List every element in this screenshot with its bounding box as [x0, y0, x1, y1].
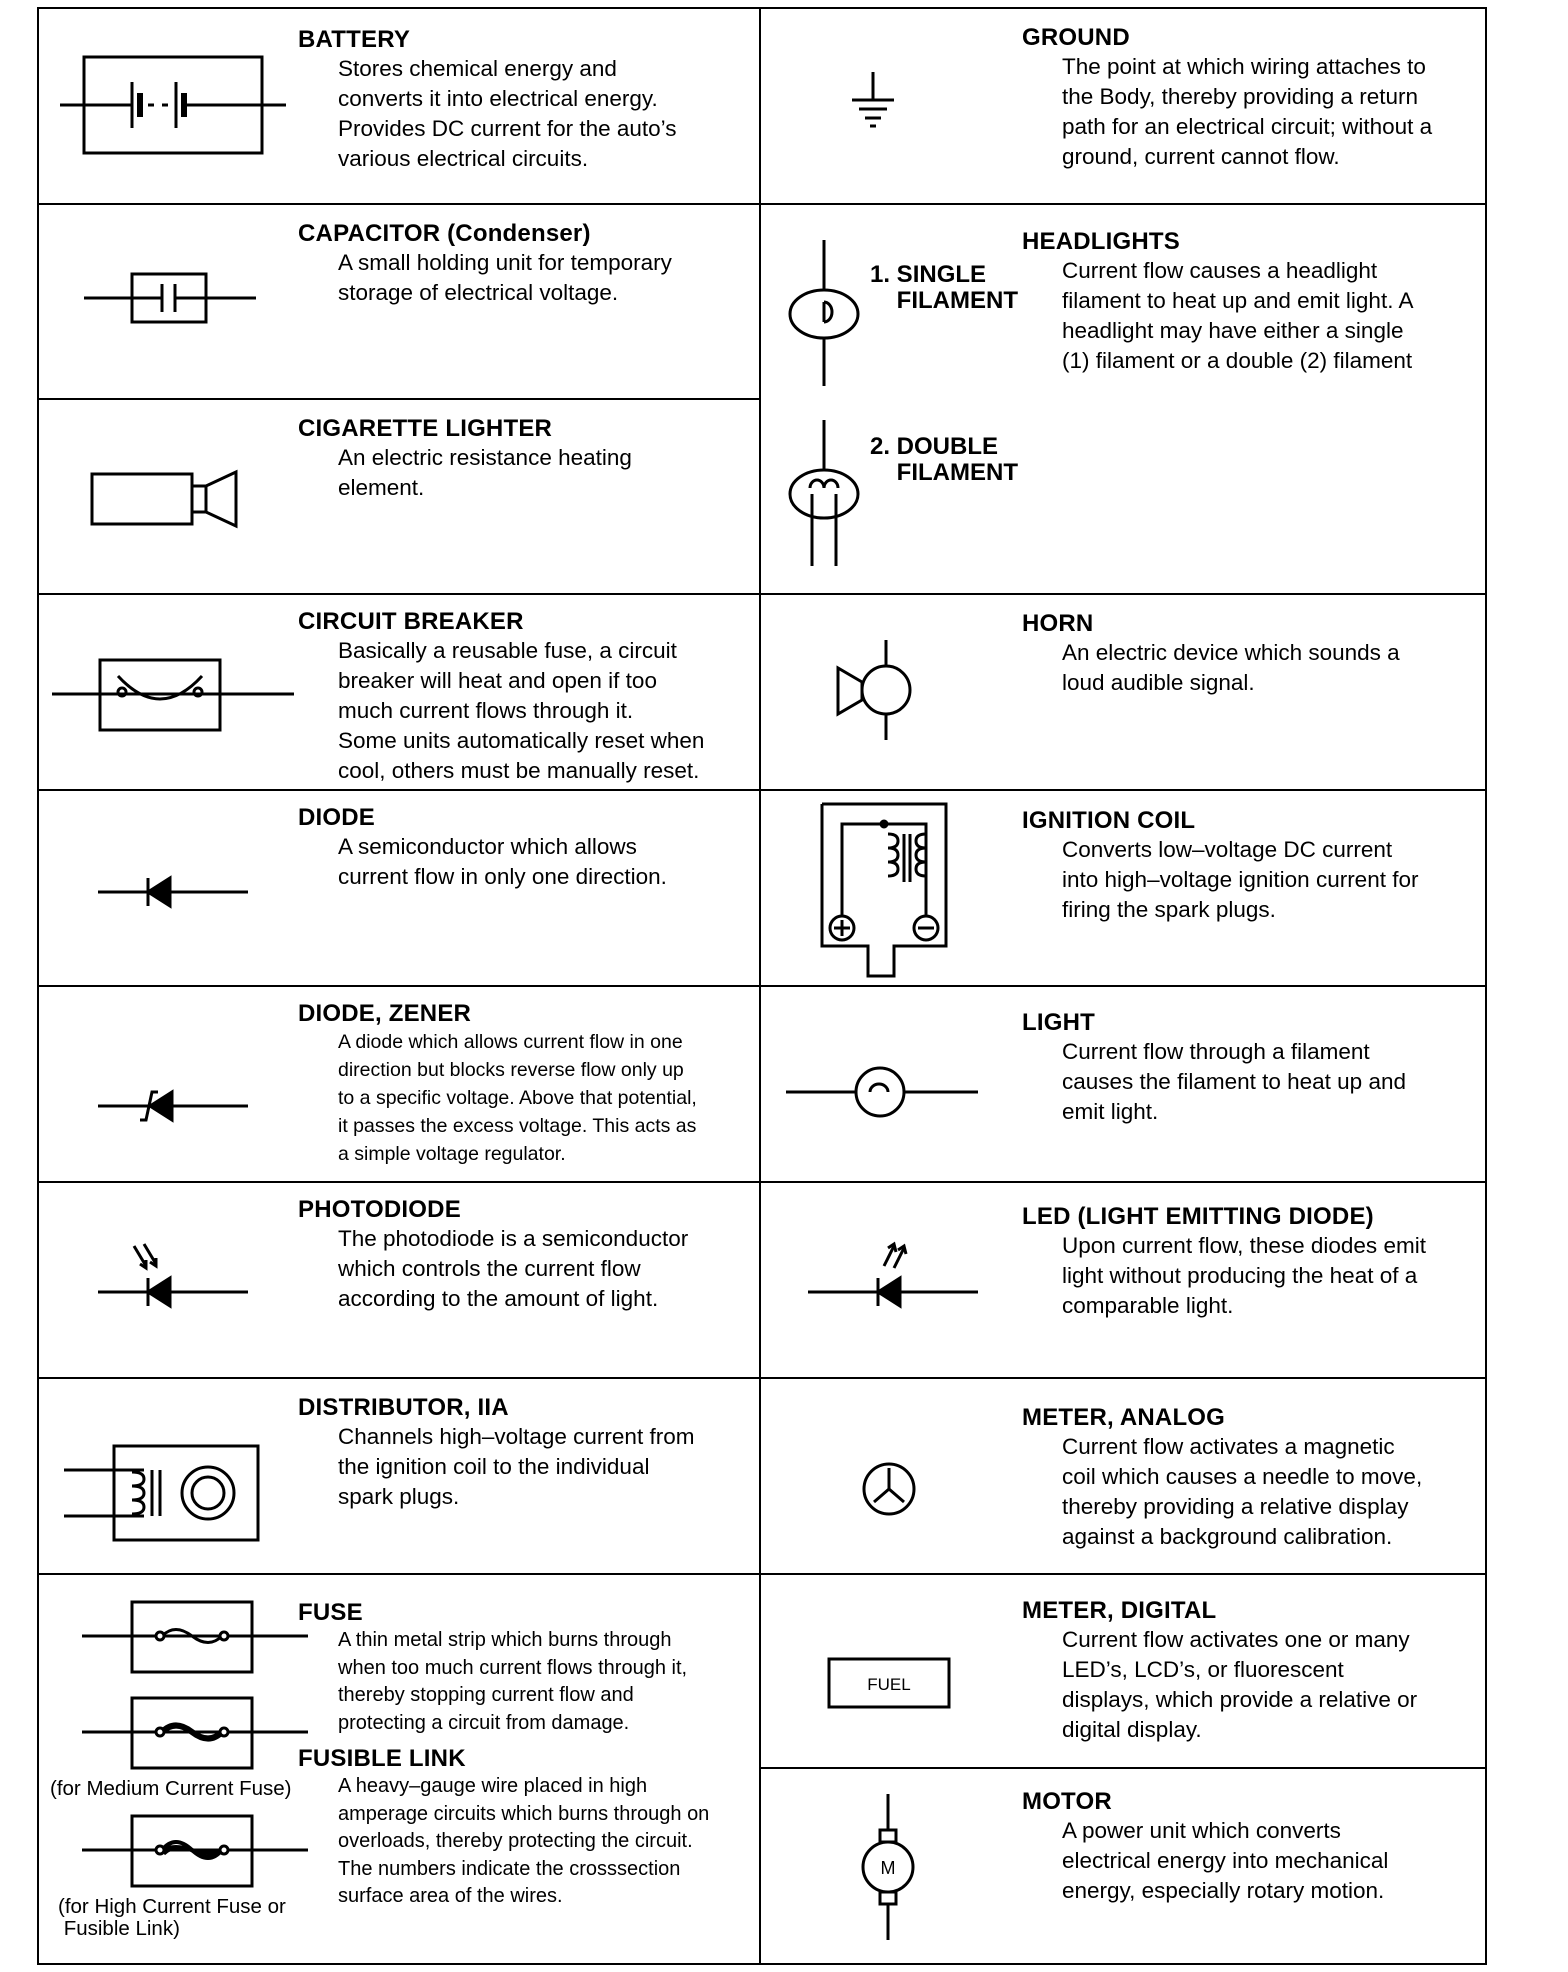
horn-icon	[834, 638, 914, 742]
fusible-link-title: FUSIBLE LINK	[298, 1745, 466, 1772]
entry-title: LED (LIGHT EMITTING DIODE)	[1022, 1203, 1374, 1230]
entry-description: Stores chemical energy and converts it into electrical energy. Provides DC current for the auto’s various electrical circuits.	[338, 56, 677, 171]
entry-description: The photodiode is a semiconductor which controls the current flow according to the amount of light.	[338, 1226, 689, 1311]
motor-icon	[858, 1792, 918, 1942]
motor-letter: M	[880, 1858, 896, 1878]
fuse-icon	[80, 1596, 310, 1678]
entry-title: CAPACITOR (Condenser)	[298, 220, 591, 247]
double-filament-headlight-icon	[784, 418, 864, 568]
entry-description: Current flow causes a headlight filament to heat up and emit light. A headlight may have either a single (1) filament or a double (2) filament	[1062, 258, 1414, 373]
entry-title: DIODE, ZENER	[298, 1000, 472, 1027]
battery-icon	[58, 50, 288, 160]
distributor-icon	[62, 1440, 262, 1544]
entry-title: HORN	[1022, 610, 1094, 637]
entry-description: Current flow through a filament causes the filament to heat up and emit light.	[1062, 1039, 1406, 1124]
entry-title: MOTOR	[1022, 1788, 1112, 1815]
entry-title: METER, DIGITAL	[1022, 1597, 1217, 1624]
entry-title: METER, ANALOG	[1022, 1404, 1226, 1431]
cigarette-lighter-icon	[88, 466, 244, 532]
high-current-fuse-note: (for High Current Fuse or Fusible Link)	[58, 1895, 286, 1940]
entry-title: CIRCUIT BREAKER	[298, 608, 524, 635]
entry-description: A semiconductor which allows current flow in only one direction.	[338, 834, 667, 889]
high-current-fuse-icon	[80, 1810, 310, 1892]
medium-current-fuse-note: (for Medium Current Fuse)	[50, 1777, 292, 1800]
single-filament-label: 1. SINGLE FILAMENT	[870, 261, 1018, 314]
entry-description: An electric device which sounds a loud audible signal.	[1062, 640, 1400, 695]
entry-description: A thin metal strip which burns through when too much current flows through it, thereby stopping current flow and protecting a circuit from damage.	[338, 1629, 688, 1734]
single-filament-headlight-icon	[784, 238, 864, 388]
entry-title: DISTRIBUTOR, IIA	[298, 1394, 509, 1421]
light-icon	[784, 1064, 980, 1120]
medium-current-fuse-icon	[80, 1692, 310, 1774]
diode-icon	[96, 872, 250, 912]
meter-analog-icon	[860, 1460, 918, 1518]
entry-description: A power unit which converts electrical energy into mechanical energy, especially rotary motion.	[1062, 1818, 1389, 1903]
entry-title: IGNITION COIL	[1022, 807, 1196, 834]
entry-title: HEADLIGHTS	[1022, 228, 1180, 255]
entry-description: A small holding unit for temporary storage of electrical voltage.	[338, 250, 672, 305]
entry-title: LIGHT	[1022, 1009, 1095, 1036]
entry-title: BATTERY	[298, 26, 411, 53]
entry-title: CIGARETTE LIGHTER	[298, 415, 553, 442]
photodiode-icon	[96, 1242, 250, 1314]
entry-title: GROUND	[1022, 24, 1130, 51]
entry-description: Upon current flow, these diodes emit light without producing the heat of a comparable light.	[1062, 1233, 1426, 1318]
entry-title: DIODE	[298, 804, 376, 831]
entry-description: The point at which wiring attaches to the Body, thereby providing a return path for an electrical circuit; without a ground, current cannot flow.	[1062, 54, 1433, 169]
entry-description: An electric resistance heating element.	[338, 445, 632, 500]
ignition-coil-icon	[818, 800, 952, 980]
led-icon	[806, 1240, 980, 1316]
entry-description: Channels high–voltage current from the ignition coil to the individual spark plugs.	[338, 1424, 695, 1509]
meter-digital-icon	[826, 1656, 954, 1712]
entry-description: Basically a reusable fuse, a circuit breaker will heat and open if too much current flows through it. Some units automatically reset when cool, others must be manually reset.	[338, 638, 705, 783]
double-filament-label: 2. DOUBLE FILAMENT	[870, 433, 1018, 486]
entry-description: Current flow activates a magnetic coil which causes a needle to move, thereby providing a relative display against a background calibration.	[1062, 1434, 1423, 1549]
meter-digital-display-text: FUEL	[867, 1675, 911, 1694]
fusible-link-description: A heavy–gauge wire placed in high amperage circuits which burns through on overloads, thereby protecting the circuit. The numbers indicate the crosssection surface area of the wires.	[338, 1775, 710, 1907]
entry-description: Converts low–voltage DC current into high–voltage ignition current for firing the spark plugs.	[1062, 837, 1419, 922]
entry-title: PHOTODIODE	[298, 1196, 461, 1223]
entry-description: A diode which allows current flow in one direction but blocks reverse flow only up to a specific voltage. Above that potential, it passes the excess voltage. This acts as a simple voltage regulator.	[338, 1031, 697, 1165]
entry-description: Current flow activates one or many LED’s, LCD’s, or fluorescent displays, which provide a relative or digital display.	[1062, 1627, 1418, 1742]
capacitor-icon	[82, 268, 258, 330]
zener-diode-icon	[96, 1084, 250, 1128]
entry-title: FUSE	[298, 1599, 363, 1626]
ground-icon	[848, 70, 898, 130]
circuit-breaker-icon	[50, 654, 296, 734]
